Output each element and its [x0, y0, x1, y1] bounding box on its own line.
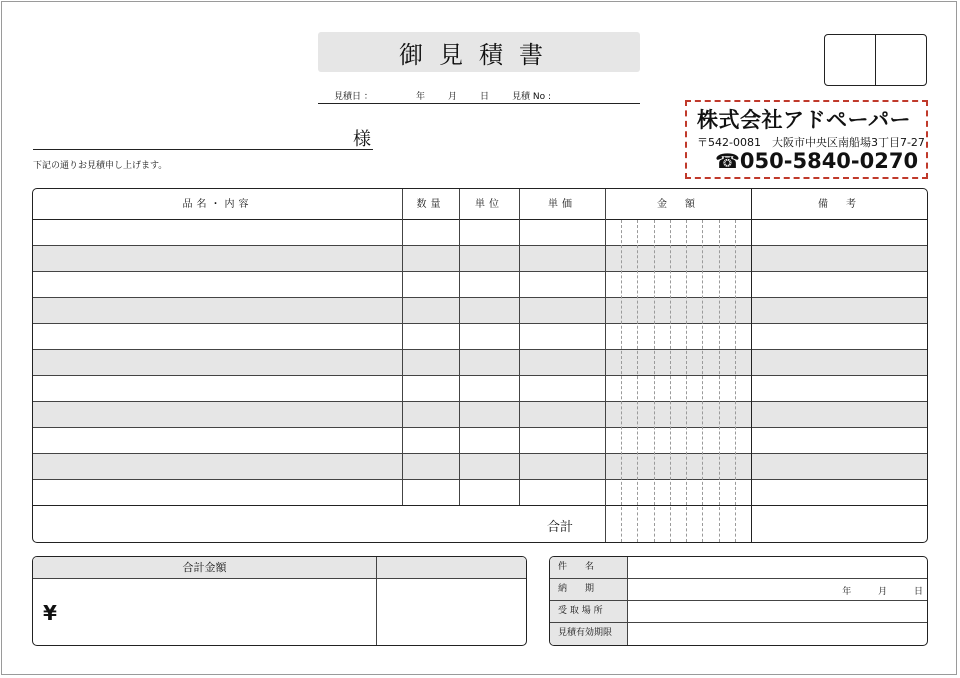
- honorific-label: 様: [353, 129, 371, 150]
- customer-name-field[interactable]: [33, 125, 373, 150]
- col-line-amount: [605, 189, 606, 542]
- table-row[interactable]: [33, 454, 927, 480]
- total-label: 合計: [547, 520, 574, 535]
- col-line-qty: [402, 189, 403, 505]
- digit-guide-line: [702, 507, 703, 542]
- table-header: [33, 189, 927, 220]
- digit-guide-line: [719, 220, 720, 505]
- digit-guide-line: [621, 507, 622, 542]
- table-row[interactable]: [33, 428, 927, 454]
- info-row-pickup[interactable]: [550, 601, 927, 623]
- header-item: 品名・内容: [182, 199, 253, 210]
- digit-guide-line: [637, 507, 638, 542]
- stamp-divider: [875, 35, 876, 85]
- total-amount-box: [32, 556, 527, 646]
- info-box: [549, 556, 928, 646]
- header-amount: 金 額: [657, 199, 699, 210]
- table-row[interactable]: [33, 376, 927, 402]
- document-title: 御見積書: [318, 32, 640, 72]
- info-label-pickup: 受 取 場 所: [550, 601, 628, 622]
- company-block: [685, 100, 928, 179]
- year-label: 年: [416, 92, 426, 102]
- estimate-note: 下記の通りお見積申し上げます。: [33, 161, 168, 171]
- header-qty: 数量: [416, 199, 445, 210]
- company-tel-number: 050-5840-0270: [739, 149, 919, 173]
- estimate-table: [32, 188, 928, 543]
- total-amount-split: [376, 557, 377, 645]
- total-row: [33, 505, 927, 542]
- table-row[interactable]: [33, 272, 927, 298]
- digit-guide-line: [670, 507, 671, 542]
- info-row-delivery[interactable]: [550, 579, 927, 601]
- company-tel: [715, 149, 918, 173]
- day-label: 日: [480, 92, 490, 102]
- info-row-validity[interactable]: [550, 623, 927, 645]
- digit-guide-line: [686, 507, 687, 542]
- table-row[interactable]: [33, 402, 927, 428]
- yen-symbol: ¥: [43, 601, 57, 625]
- digit-guide-line: [702, 220, 703, 505]
- delivery-date: [818, 584, 923, 597]
- table-row[interactable]: [33, 480, 927, 506]
- stamp-box: [824, 34, 927, 86]
- info-label-subject: 件 名: [550, 557, 628, 578]
- total-amount-title: 合計金額: [182, 561, 227, 574]
- header-remarks: 備 考: [818, 199, 860, 210]
- digit-guide-line: [654, 507, 655, 542]
- col-line-unit: [459, 189, 460, 505]
- info-label-validity: 見積有効期限: [550, 623, 628, 645]
- digit-guide-line: [621, 220, 622, 505]
- month-label: 月: [448, 92, 458, 102]
- header-unit: 単位: [475, 199, 503, 210]
- digit-guide-line: [719, 507, 720, 542]
- col-line-price: [519, 189, 520, 505]
- company-name: 株式会社アドペーパー: [697, 108, 911, 132]
- delivery-year: 年: [842, 587, 852, 597]
- info-row-subject[interactable]: [550, 557, 927, 579]
- delivery-day: 日: [913, 587, 923, 597]
- table-row[interactable]: [33, 324, 927, 350]
- company-address: 〒542-0081 大阪市中央区南船場3丁目7-27: [697, 136, 925, 149]
- col-line-remarks: [751, 189, 752, 542]
- table-row[interactable]: [33, 298, 927, 324]
- digit-guide-line: [637, 220, 638, 505]
- estimate-date-label: 見積日 ：: [334, 92, 373, 102]
- estimate-number-label: 見積 No :: [512, 92, 551, 102]
- table-row[interactable]: [33, 246, 927, 272]
- estimate-meta-row: [318, 87, 640, 104]
- digit-guide-line: [735, 220, 736, 505]
- digit-guide-line: [670, 220, 671, 505]
- table-row[interactable]: [33, 220, 927, 246]
- header-price: 単価: [548, 199, 576, 210]
- table-row[interactable]: [33, 350, 927, 376]
- digit-guide-line: [654, 220, 655, 505]
- info-label-delivery: 納 期: [550, 579, 628, 600]
- total-amount-header: [33, 557, 526, 579]
- delivery-month: 月: [878, 587, 888, 597]
- telephone-icon: ☎: [715, 149, 740, 173]
- digit-guide-line: [735, 507, 736, 542]
- digit-guide-line: [686, 220, 687, 505]
